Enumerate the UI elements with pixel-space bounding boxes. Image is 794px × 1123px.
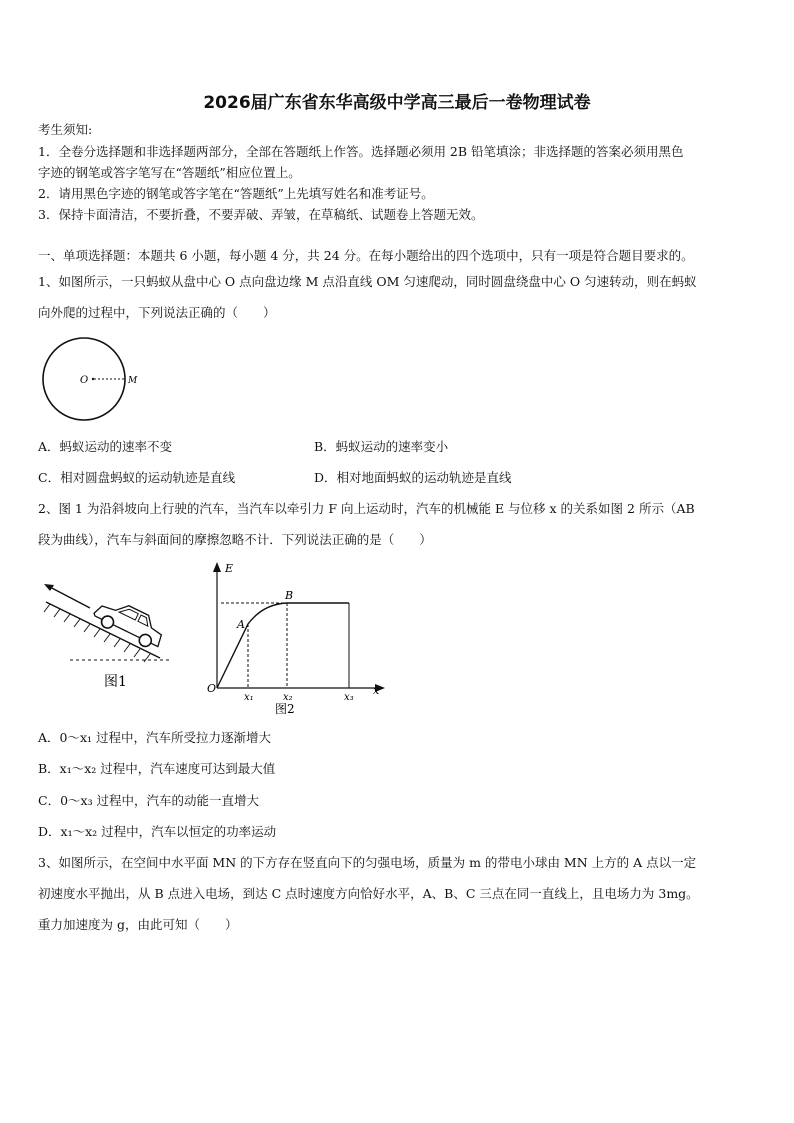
question-1-stem: 向外爬的过程中，下列说法正确的（ ） [38,305,276,320]
notice-item: 字迹的钢笔或答字笔写在“答题纸”相应位置上。 [38,165,301,180]
y-axis-label: E [225,562,234,575]
arrow-head-icon [44,584,54,591]
car-on-slope-figure [40,580,175,695]
origin-label: O [207,682,217,695]
y-arrow-icon [213,562,221,572]
center-point [92,378,94,380]
figure-1-caption: 图1 [104,674,127,690]
figure-2-caption: 图2 [275,702,295,715]
x3-label: x₃ [344,692,354,703]
notice-item: 3．保持卡面清洁，不要折叠，不要弄破、弄皱，在草稿纸、试题卷上答题无效。 [38,207,484,222]
q2-option-c: C．0～x₃ 过程中，汽车的动能一直增大 [38,793,260,808]
label-o: O [80,375,89,386]
force-arrow [48,586,90,608]
q1-option-d: D．相对地面蚂蚁的运动轨迹是直线 [314,470,512,485]
q1-option-b: B．蚂蚁运动的速率变小 [314,439,449,454]
q2-option-b: B．x₁～x₂ 过程中，汽车速度可达到最大值 [38,761,276,776]
energy-curve [217,603,349,688]
x-axis-label: x [373,684,380,697]
question-2-stem: 2、图 1 为沿斜坡向上行驶的汽车，当汽车以牵引力 F 向上运动时，汽车的机械能 E 与位移 x 的关系如图 2 所示（AB [38,501,695,516]
x1-label: x₁ [244,692,254,703]
disc-figure [40,333,140,428]
question-3-stem: 重力加速度为 g，由此可知（ ） [38,917,238,932]
label-m: M [128,376,138,386]
q2-option-d: D．x₁～x₂ 过程中，汽车以恒定的功率运动 [38,824,277,839]
question-2-stem: 段为曲线），汽车与斜面间的摩擦忽略不计．下列说法正确的是（ ） [38,532,432,547]
point-a-label: A [237,618,245,631]
section-heading: 一、单项选择题：本题共 6 小题，每小题 4 分，共 24 分。在每小题给出的四个选项中，只有一项是符合题目要求的。 [38,248,694,263]
q1-option-a: A．蚂蚁运动的速率不变 [38,439,173,454]
energy-displacement-graph [203,560,393,715]
q1-option-c: C．相对圆盘蚂蚁的运动轨迹是直线 [38,470,236,485]
page-title: 2026届广东省东华高级中学高三最后一卷物理试卷 [203,93,591,113]
notice-heading: 考生须知: [38,122,93,137]
question-3-stem: 3、如图所示，在空间中水平面 MN 的下方存在竖直向下的匀强电场，质量为 m 的带电小球由 MN 上方的 A 点以一定 [38,855,697,870]
question-3-stem: 初速度水平抛出，从 B 点进入电场，到达 C 点时速度方向恰好水平，A、B、C 三点在同一直线上，且电场力为 3mg。 [38,886,699,901]
notice-item: 1．全卷分选择题和非选择题两部分，全部在答题纸上作答。选择题必须用 2B 铅笔填涂；非选择题的答案必须用黑色 [38,144,684,159]
question-1-stem: 1、如图所示，一只蚂蚁从盘中心 O 点向盘边缘 M 点沿直线 OM 匀速爬动，同时圆盘绕盘中心 O 匀速转动，则在蚂蚁 [38,274,697,289]
notice-item: 2．请用黑色字迹的钢笔或答字笔在“答题纸”上先填写姓名和准考证号。 [38,186,434,201]
point-b-label: B [285,589,294,602]
x2-label: x₂ [283,692,293,703]
q2-option-a: A．0～x₁ 过程中，汽车所受拉力逐渐增大 [38,730,272,745]
